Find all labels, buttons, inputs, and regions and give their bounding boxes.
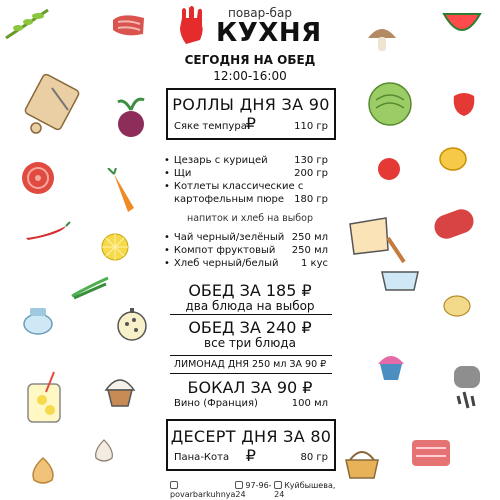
- dish-name-cont: картофельным пюре: [174, 194, 285, 205]
- lunch2-title: ОБЕД ЗА 240 ₽: [188, 318, 312, 337]
- muffin-icon: [374, 348, 408, 382]
- beet-icon: [112, 96, 150, 140]
- dish-weight: 130 гр: [294, 155, 328, 166]
- drink-row: [164, 258, 328, 269]
- herb-icon: [4, 6, 52, 42]
- today-lunch-title: СЕГОДНЯ НА ОБЕД: [184, 53, 316, 67]
- logo-subtitle: повар-бар: [228, 6, 292, 20]
- grinder-icon: [444, 360, 488, 410]
- location-icon: [274, 481, 282, 489]
- glass-item-weight: 100 мл: [291, 398, 328, 409]
- dish-row: [164, 181, 328, 192]
- potato-icon: [442, 294, 472, 318]
- lemonade-offer: ЛИМОНАД ДНЯ 250 мл ЗА 90 ₽: [173, 359, 327, 370]
- dish-name: • Котлеты классические с: [164, 181, 303, 192]
- drinks-note: напиток и хлеб на выбор: [187, 213, 313, 224]
- chili-pepper-icon: [22, 220, 72, 242]
- tomato-icon: [20, 160, 56, 196]
- drink-name: • Чай черный/зелёный: [164, 232, 284, 243]
- cabbage-icon: [366, 80, 414, 128]
- onion-icon: [28, 456, 58, 486]
- mushroom-icon: [366, 22, 398, 54]
- teapot-icon: [112, 304, 152, 344]
- rolls-box: [166, 88, 336, 140]
- dish-weight: 200 гр: [294, 168, 328, 179]
- glass-title: БОКАЛ ЗА 90 ₽: [187, 378, 313, 397]
- dessert-box: [166, 419, 336, 471]
- glass-item-name: Вино (Франция): [174, 398, 258, 409]
- rolls-item: [174, 121, 328, 132]
- lunch1-title: ОБЕД ЗА 185 ₽: [188, 281, 312, 300]
- dessert-title: ДЕСЕРТ ДНЯ ЗА 80 ₽: [170, 427, 332, 465]
- dessert-item: [174, 452, 328, 463]
- lunch-hours: 12:00-16:00: [213, 69, 287, 83]
- rolls-title: РОЛЛЫ ДНЯ ЗА 90 ₽: [172, 95, 330, 133]
- tomato-slice-icon: [376, 156, 402, 182]
- footer: [170, 481, 336, 499]
- pie-basket-icon: [342, 444, 382, 480]
- sausage-icon: [430, 206, 478, 246]
- salt-shaker-icon: [18, 302, 58, 336]
- divider: [170, 355, 332, 356]
- footer-phone[interactable]: [235, 481, 274, 499]
- dessert-item-name: Пана-Кота: [174, 452, 230, 463]
- lemonade-jar-icon: [22, 370, 68, 426]
- drink-weight: 1 кус: [301, 258, 328, 269]
- instagram-icon: [170, 481, 178, 489]
- watermelon-icon: [442, 10, 482, 38]
- bacon-icon: [408, 430, 454, 474]
- dish-row: [164, 168, 328, 179]
- phone-icon: [235, 481, 243, 489]
- drink-row: [164, 232, 328, 243]
- rolls-item-weight: 110 гр: [294, 121, 328, 132]
- cupcake-icon: [100, 368, 140, 408]
- drink-row: [164, 245, 328, 256]
- meat-icon: [110, 12, 148, 38]
- cutting-board-icon: [16, 70, 82, 136]
- drink-name: • Хлеб черный/белый: [164, 258, 278, 269]
- pouring-pitcher-icon: [342, 214, 422, 294]
- rolls-item-name: Сяке темпура: [174, 121, 247, 132]
- carrot-icon: [104, 168, 138, 218]
- dish-row-cont: [174, 194, 328, 205]
- glass-item: [174, 398, 328, 409]
- phone-number: 97-96-24: [235, 481, 272, 499]
- dish-name: • Щи: [164, 168, 191, 179]
- footer-instagram[interactable]: [170, 481, 235, 499]
- garlic-icon: [92, 438, 116, 464]
- divider: [170, 373, 332, 374]
- drink-name: • Компот фруктовый: [164, 245, 275, 256]
- address-text: Куйбышева, 24: [274, 481, 336, 499]
- dessert-item-weight: 80 гр: [300, 452, 328, 463]
- instagram-handle: povarbarkuhnya: [170, 490, 236, 499]
- egg-icon: [438, 146, 468, 172]
- lunch2-sub: все три блюда: [204, 336, 296, 350]
- chef-hand-logo-icon: [176, 6, 210, 46]
- dish-name: • Цезарь с курицей: [164, 155, 268, 166]
- dish-weight: 180 гр: [294, 194, 328, 205]
- green-beans-icon: [70, 276, 110, 300]
- logo-title: КУХНЯ: [216, 18, 322, 48]
- drink-weight: 250 мл: [291, 245, 328, 256]
- lunch1-sub: два блюда на выбор: [185, 299, 315, 313]
- footer-address: [274, 481, 336, 499]
- logo: [162, 4, 338, 48]
- drink-weight: 250 мл: [291, 232, 328, 243]
- divider: [170, 314, 332, 315]
- lemon-icon: [100, 232, 130, 262]
- bell-pepper-icon: [450, 88, 478, 118]
- dish-row: [164, 155, 328, 166]
